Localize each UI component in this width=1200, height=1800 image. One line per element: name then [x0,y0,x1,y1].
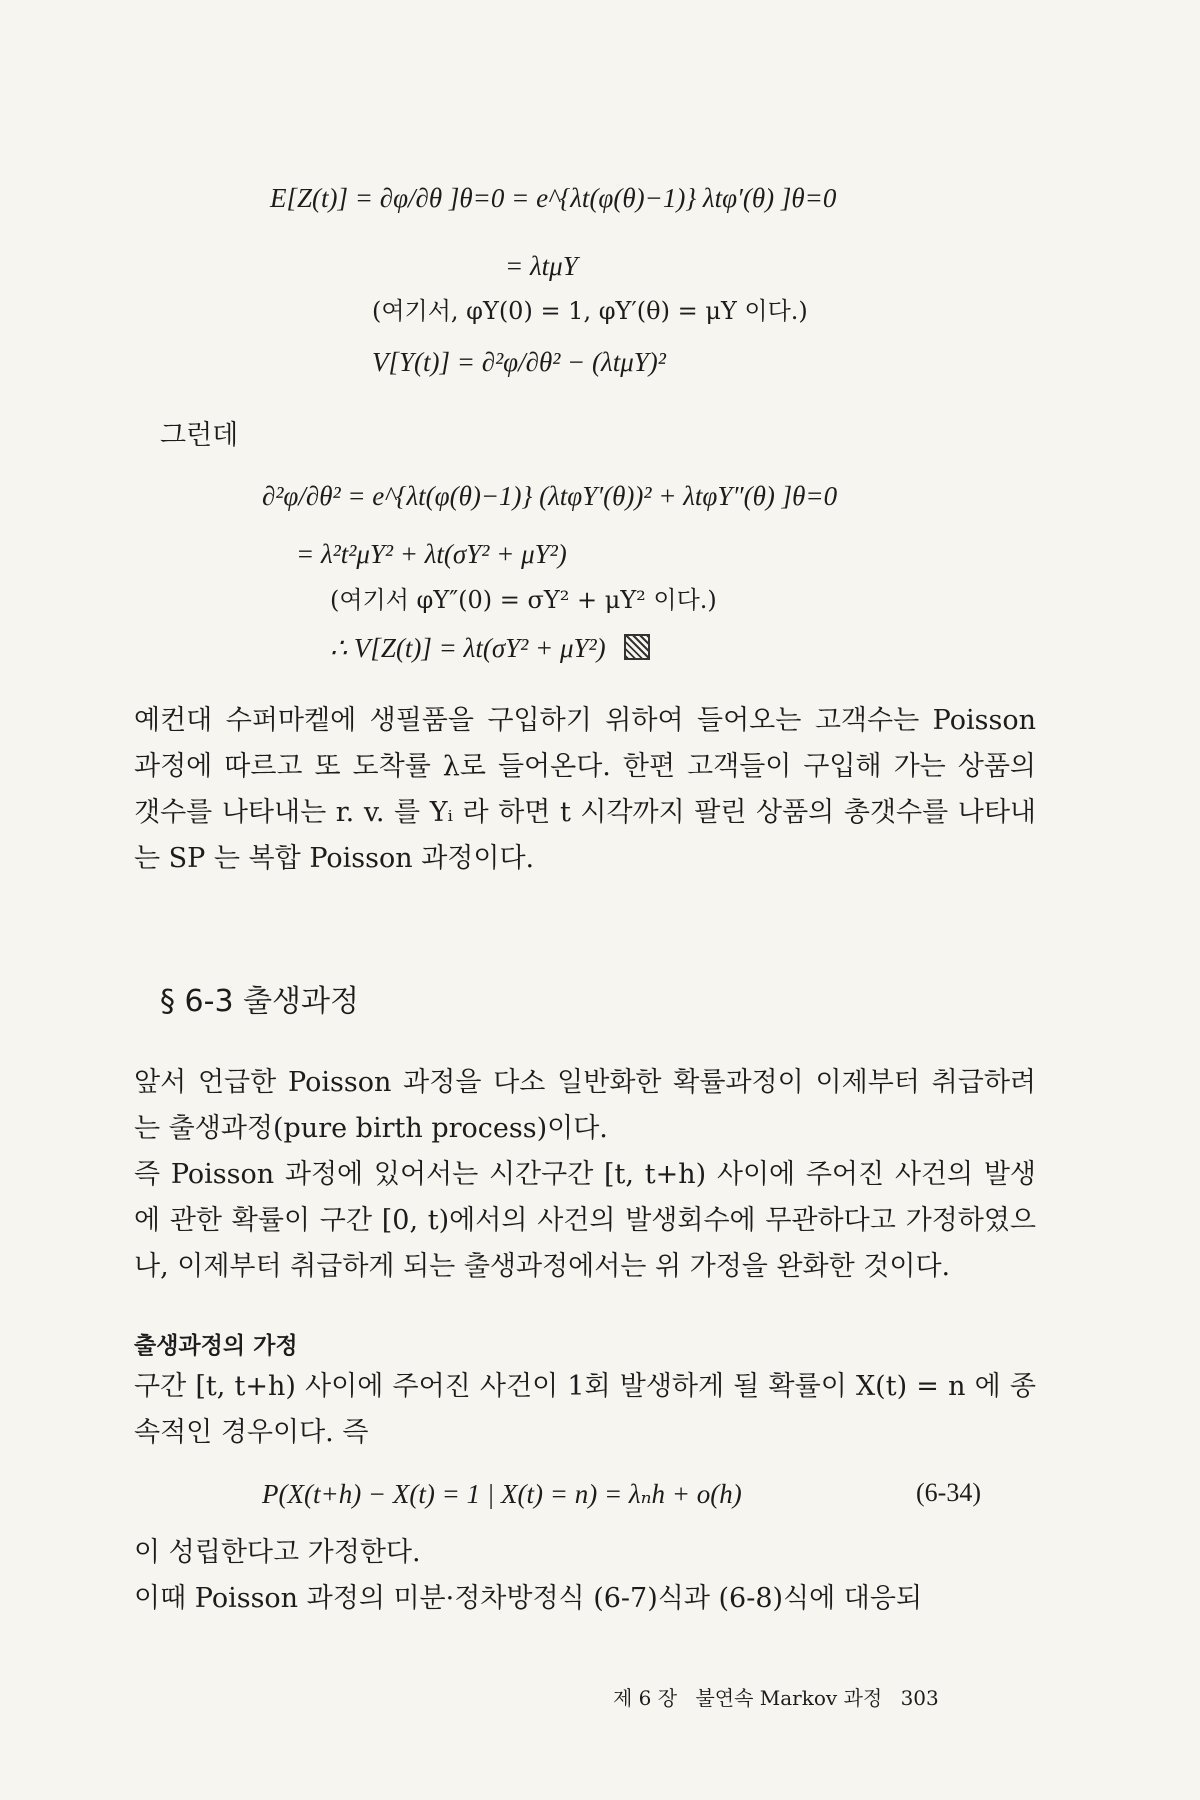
footer-title: 불연속 Markov 과정 [695,1686,883,1710]
note-phi-conditions: (여기서, φY(0) = 1, φY′(θ) = μY 이다.) [372,297,808,325]
equation-second-derivative-result: = λ²t²μY² + λt(σY² + μY²) [296,539,567,569]
variance-z-text: ∴ V[Z(t)] = λt(σY² + μY²) [330,633,606,663]
qed-icon [624,634,650,660]
equation-main: P(X(t+h) − X(t) = 1 | X(t) = n) = λₙh + o(h) [262,1479,742,1509]
equation-expected-z: E[Z(t)] = ∂φ/∂θ ]θ=0 = e^{λt(φ(θ)−1)} λtφ′(θ) ]θ=0 [270,183,837,213]
intro-paragraph: 앞서 언급한 Poisson 과정을 다소 일반화한 확률과정이 이제부터 취급하려는 출생과정(pure birth process)이다. 즉 Poisson 과정에 있어서는 시간구간 [t, t+h) 사이에 주어진 사건의 발생에 관한 확률이 구간 [0, t)에서의 사건의 발생회수에 무관하다고 가정하였으나, 이제부터 취급하게 되는 출생과정에서는 위 가정을 완화한 것이다. [134,1067,1036,1282]
equation-second-derivative: ∂²φ/∂θ² = e^{λt(φ(θ)−1)} (λtφY′(θ))² + λtφY″(θ) ]θ=0 [262,481,838,511]
page-footer [613,1682,951,1711]
assumption-heading: 출생과정의 가정 [134,1333,298,1359]
equation-variance-y: V[Y(t)] = ∂²φ/∂θ² − (λtμY)² [372,347,666,377]
footer-chapter: 제 6 장 [613,1686,678,1710]
assumption-paragraph: 구간 [t, t+h) 사이에 주어진 사건이 1회 발생하게 될 확률이 X(t) = n 에 종속적인 경우이다. 즉 [134,1371,1036,1448]
note-second-moment: (여기서 φY″(0) = σY² + μY² 이다.) [330,586,717,614]
footer-page-number: 303 [900,1686,939,1710]
equation-expected-z-result: = λtμY [505,251,578,281]
equation-label: (6-34) [916,1478,981,1507]
example-paragraph: 예컨대 수퍼마켙에 생필품을 구입하기 위하여 들어오는 고객수는 Poisson 과정에 따르고 또 도착률 λ로 들어온다. 한편 고객들이 구입해 가는 상품의 갯수를 나타내는 r. v. 를 Yᵢ 라 하면 t 시각까지 팔린 상품의 총갯수를 나타내는 SP 는 복합 Poisson 과정이다. [134,705,1036,874]
section-heading: § 6-3 출생과정 [160,984,359,1019]
equation-variance-z [330,632,650,664]
conclusion-paragraph: 이 성립한다고 가정한다. 이때 Poisson 과정의 미분·정차방정식 (6-7)식과 (6-8)식에 대응되 [134,1537,923,1614]
connective-geureonde: 그런데 [160,420,239,451]
